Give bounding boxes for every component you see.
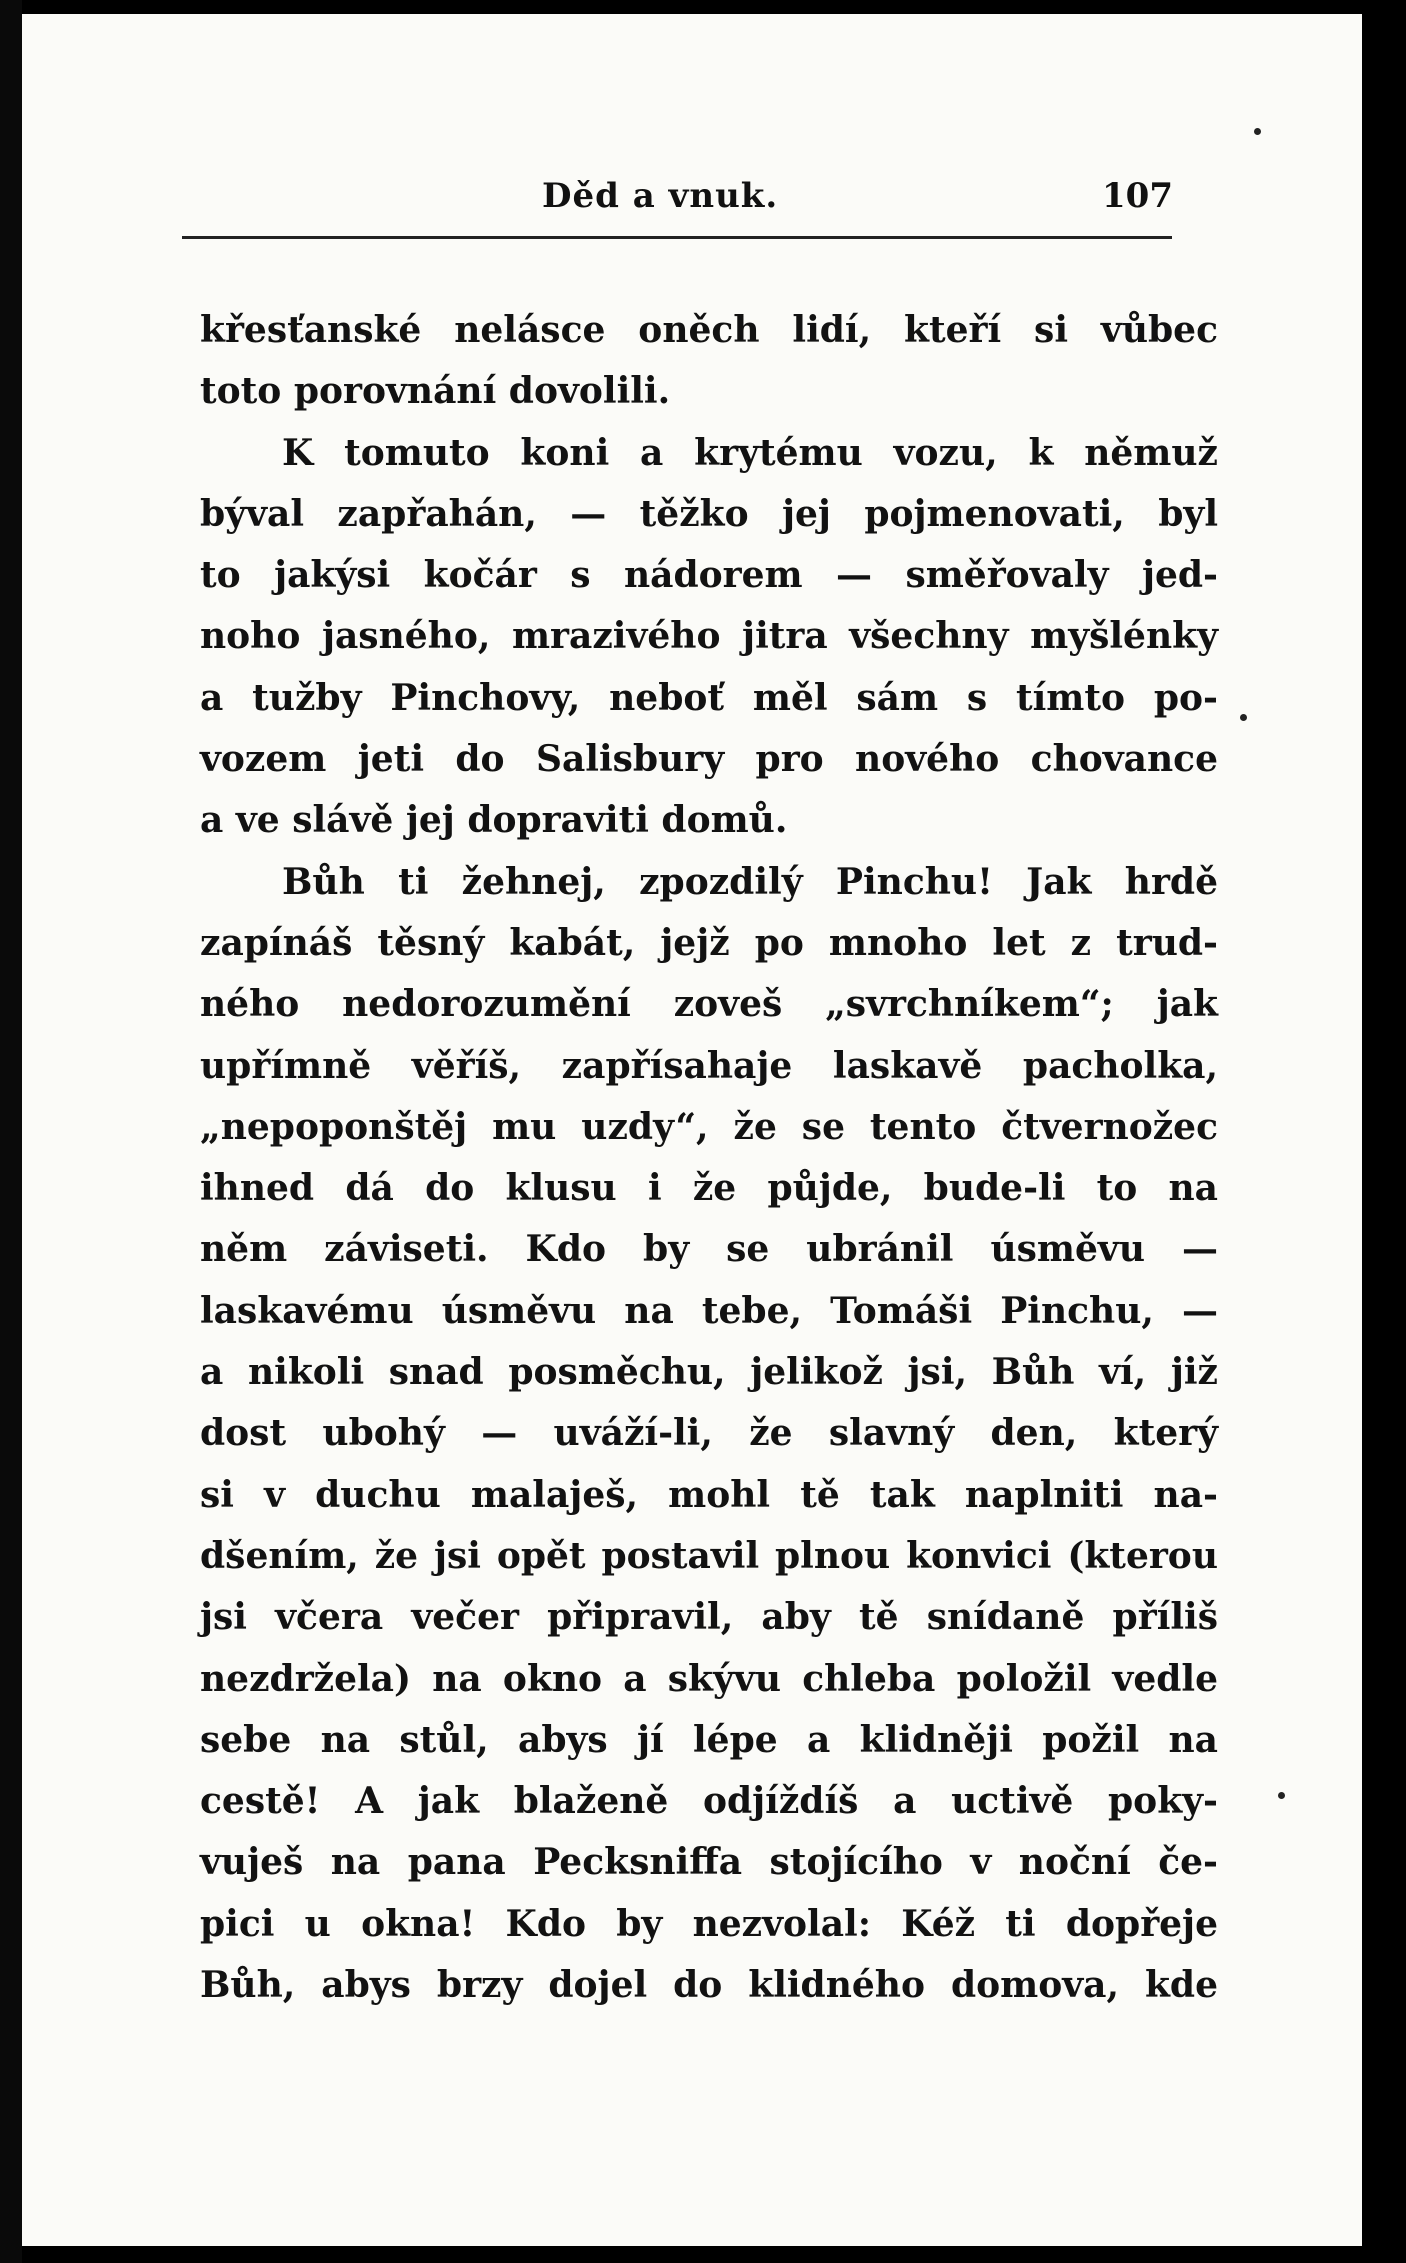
text-line: noho jasného, mrazivého jitra všechny myšlénky: [200, 615, 1218, 658]
body-text: [200, 300, 1218, 2016]
page-header: [22, 176, 1362, 226]
text-line: sebe na stůl, abys jí lépe a klidněji požil na: [200, 1718, 1218, 1761]
text-line: a ve slávě jej dopraviti domů.: [200, 799, 788, 842]
print-speck: [1278, 1792, 1285, 1799]
text-line: si v duchu malaješ, mohl tě tak naplniti na-: [200, 1473, 1218, 1516]
text-line: dšením, že jsi opět postavil plnou konvici (kterou: [200, 1534, 1218, 1577]
text-line: něm záviseti. Kdo by se ubránil úsměvu —: [200, 1228, 1218, 1271]
text-line: ihned dá do klusu i že půjde, bude-li to na: [200, 1167, 1218, 1210]
text-line: křesťanské nelásce oněch lidí, kteří si vůbec: [200, 309, 1218, 351]
text-line: jsi včera večer připravil, aby tě snídaně příliš: [200, 1596, 1218, 1639]
text-line: pici u okna! Kdo by nezvolal: Kéž ti dopřeje: [200, 1902, 1218, 1945]
book-page: [22, 14, 1362, 2246]
header-rule: [182, 236, 1172, 239]
text-line: vozem jeti do Salisbury pro nového chovance: [200, 738, 1218, 781]
page-number: 107: [1102, 176, 1173, 216]
text-line: dost ubohý — uváží-li, že slavný den, který: [200, 1412, 1218, 1455]
print-speck: [1240, 714, 1247, 721]
book-spine-shadow: [0, 0, 22, 2263]
text-line: nezdržela) na okno a skývu chleba položil vedle: [200, 1657, 1218, 1700]
text-line: laskavému úsměvu na tebe, Tomáši Pinchu, —: [200, 1289, 1218, 1332]
text-line: to jakýsi kočár s nádorem — směřovaly jed-: [200, 554, 1218, 597]
text-line: a tužby Pinchovy, neboť měl sám s tímto po-: [200, 676, 1218, 719]
text-line: a nikoli snad posměchu, jelikož jsi, Bůh ví, již: [200, 1351, 1218, 1394]
text-line: upřímně věříš, zapřísahaje laskavě pacholka,: [200, 1044, 1218, 1087]
text-line: Bůh, abys brzy dojel do klidného domova, kde: [200, 1964, 1218, 2007]
text-line: „nepoponštěj mu uzdy“, že se tento čtvernožec: [200, 1105, 1218, 1148]
text-line: toto porovnání dovolili.: [200, 370, 671, 413]
text-line: K tomuto koni a krytému vozu, k němuž: [282, 431, 1218, 474]
running-head: Děd a vnuk.: [542, 176, 779, 216]
text-line: ného nedorozumění zoveš „svrchníkem“; jak: [200, 983, 1218, 1026]
text-line: Bůh ti žehnej, zpozdilý Pinchu! Jak hrdě: [282, 860, 1218, 903]
text-line: cestě! A jak blaženě odjíždíš a uctivě poky-: [200, 1780, 1218, 1823]
text-line: zapínáš těsný kabát, jejž po mnoho let z trud-: [200, 921, 1218, 964]
page-edge-shadow: [1362, 0, 1406, 2263]
text-line: býval zapřahán, — těžko jej pojmenovati, byl: [200, 492, 1218, 535]
print-speck: [1254, 128, 1261, 135]
text-line: vuješ na pana Pecksniffa stojícího v noční če-: [200, 1841, 1218, 1884]
